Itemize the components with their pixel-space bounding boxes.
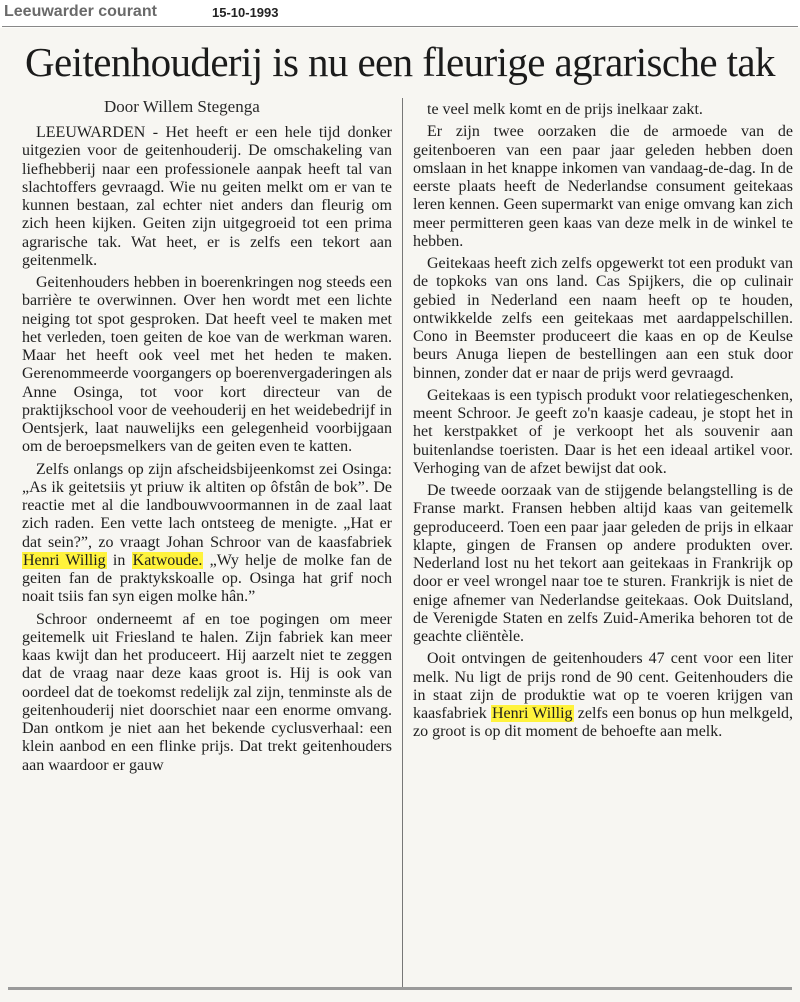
publication-date: 15-10-1993	[212, 5, 279, 20]
highlight-katwoude: Katwoude.	[132, 551, 203, 569]
paragraph-2: Geitenhouders hebben in boerenkringen nog steeds een barrière te overwinnen. Over hen wordt met een lichte neiging tot spot gesproken. Dat heeft veel te maken met het verleden, toen geiten de koe van de werkman waren. Maar het heeft ook veel met het heden te maken. Gerenommeerde voorgangers op boerenvergaderingen als Anne Osinga, tot voor kort directeur van de praktijkschool voor de veehouderij en het weidebedrijf in Oentsjerk, laat nauwelijks een gelegenheid voorbijgaan om de beroepsmelkers van de geiten even te katten.	[22, 274, 392, 456]
header-rule	[2, 26, 798, 27]
paragraph-10-text-b: zelfs een bonus op hun melkgeld, zo groot is op dit moment de behoefte aan melk.	[413, 705, 794, 741]
clipping-header	[0, 0, 800, 26]
article-column-left	[22, 124, 392, 779]
paragraph-3	[22, 461, 392, 607]
column-divider	[402, 98, 403, 988]
paragraph-9: De tweede oorzaak van de stijgende belangstelling is de Franse markt. Fransen hebben altijd kaas van geitemelk geproduceerd. Toen een paar jaar geleden de prijs in elkaar klapte, gingen de Fransen op andere produkten over. Nederland lost nu het tekort aan geitekaas in Frankrijk op door er veel wrongel naar toe te sturen. Frankrijk is niet de enige afnemer van Nederlandse geitekaas. Ook Duitsland, de Verenigde Staten en zelfs Zuid-Amerika behoren tot de geachte cliëntèle.	[413, 482, 793, 645]
paragraph-5: te veel melk komt en de prijs inelkaar zakt.	[427, 101, 703, 118]
paragraph-10-text-a: Ooit ontvingen de geitenhouders 47 cent voor een liter melk. Nu ligt de prijs rond de 90 cent. Geitenhouders die in staat zijn de produktie wat op te voeren krijgen van kaasfabriek	[413, 650, 793, 722]
paragraph-6: Er zijn twee oorzaken die de armoede van de geitenboeren van een paar jaar geleden hebben doen omslaan in het knappe inkomen van vandaag-de-dag. In de eerste plaats heeft de Nederlandse consument geitekaas leren kennen. Geen supermarkt van enige omvang kan zich meer permitteren geen kaas van deze melk in de winkel te hebben.	[413, 123, 793, 250]
paragraph-7: Geitekaas heeft zich zelfs opgewerkt tot een produkt van de topkoks van ons land. Cas Spijkers, die op culinair gebied in Nederland een naam heeft op te houden, ontwikkelde zelfs een geitekaas met aardappelschillen. Cono in Beemster produceert die kaas en op de Keulse beurs Anuga liepen de bestellingen aan een stuk door binnen, zonder dat er naar de prijs werd gevraagd.	[413, 255, 793, 382]
paragraph-3-text-c: „Wy helje de molke fan de geiten fan de praktykskoalle op. Osinga hat grif noch noait tsiis fan syn eigen molke hân.”	[22, 551, 392, 606]
paragraph-3-text-a: Zelfs onlangs op zijn afscheidsbijeenkomst zei Osinga: „As ik geitetsiis yt priuw ik altiten op ôfstân de bok”. De reactie met al die landbouwvoormannen in de zaal laat zich raden. Een vette lach ontsteeg de menigte. „Hat er dat sein?”, zo vraagt Johan Schroor van de kaasfabriek	[22, 460, 392, 551]
bottom-rule	[8, 987, 792, 990]
newspaper-name: Leeuwarder courant	[4, 3, 157, 20]
paragraph-4: Schroor onderneemt af en toe pogingen om meer geitemelk uit Friesland te halen. Zijn fabriek kan meer kaas kwijt dan het produceert. Hij aarzelt niet te zeggen dat de vraag naar deze kaas groot is. Hij is ook van oordeel dat de toekomst redelijk zal zijn, tenminste als de geitenhouderij niet doorschiet naar een enorme omvang. Dan ontkom je niet aan het bekende cyclusverhaal: een klein aanbod en een flinke prijs. Dat trekt geitenhouders aan waardoor er gauw	[22, 610, 392, 774]
highlight-henri-willig: Henri Willig	[23, 551, 106, 569]
article-headline: Geitenhouderij is nu een fleurige agrarische tak	[25, 39, 775, 85]
article-column-right	[413, 101, 793, 746]
paragraph-1: LEEUWARDEN - Het heeft er een hele tijd donker uitgezien voor de geitenhouderij. De omschakeling van liefhebberij naar een professionele aanpak heeft tal van slachtoffers gevraagd. Wie nu geiten melkt om er van te kunnen bestaan, zal echter niet anders dan fleurig om zich heen kijken. Geiten zijn uitgegroeid tot een prima agrarische tak. Wat heet, er is zelfs een tekort aan geitenmelk.	[22, 124, 392, 269]
highlight-henri-willig-2: Henri Willig	[491, 705, 573, 722]
article-byline: Door Willem Stegenga	[104, 97, 260, 116]
paragraph-8: Geitekaas is een typisch produkt voor relatiegeschenken, meent Schroor. Je geeft zo'n kaasje cadeau, je stopt het in het kerstpakket of je verkoopt het als souvenir aan buitenlandse toeristen. Daar is het een ideaal artikel voor. Verhoging van de afzet bewijst dat ook.	[413, 386, 793, 477]
paragraph-3-text-b: in	[106, 551, 132, 569]
paragraph-10	[413, 650, 793, 741]
